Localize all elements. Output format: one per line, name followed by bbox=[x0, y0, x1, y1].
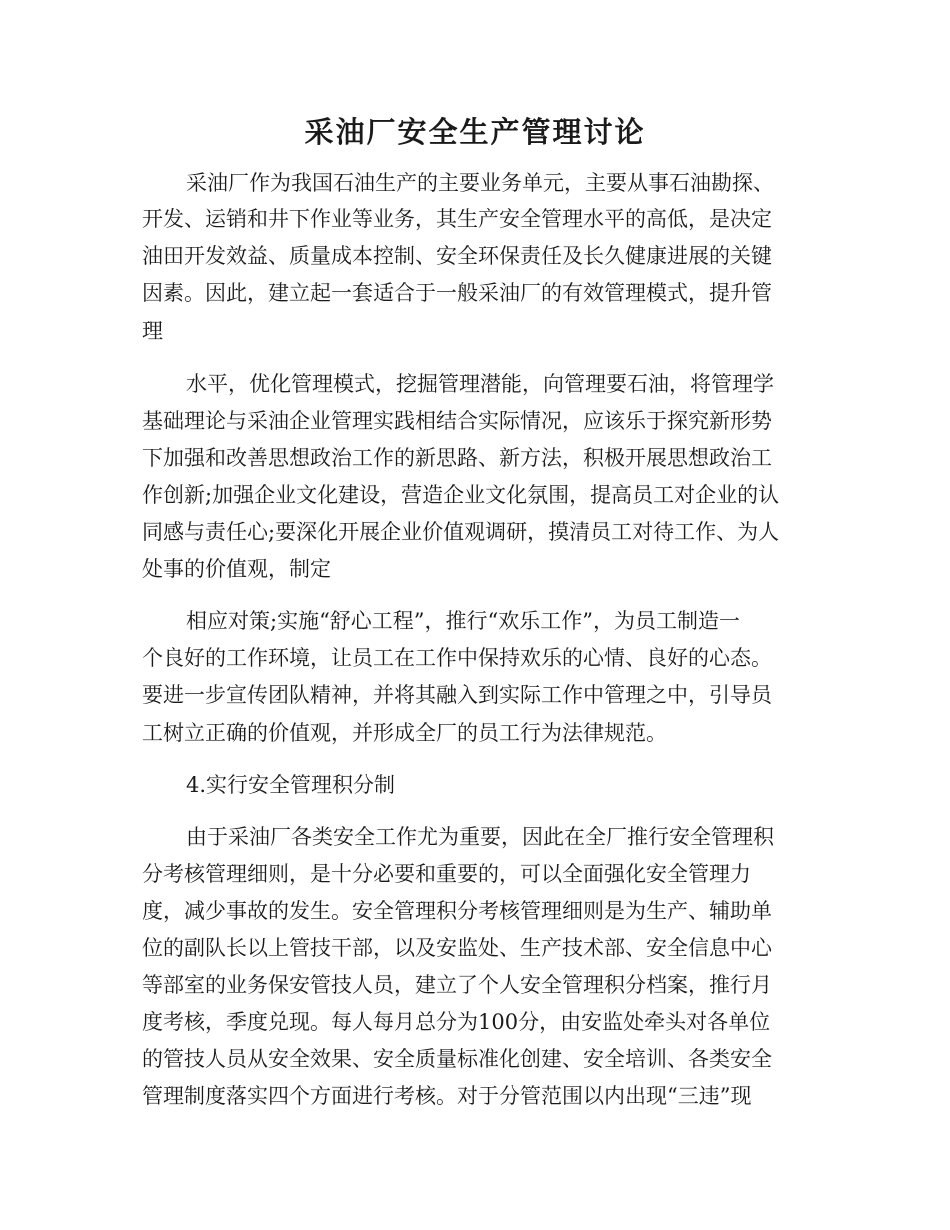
paragraph-3-line-1: 相应对策;实施“舒心工程”，推行“欢乐工作”，为员工制造一 bbox=[186, 609, 741, 633]
paragraph-5-line-7: 的管技人员从安全效果、安全质量标准化创建、安全培训、各类安全 bbox=[142, 1047, 772, 1071]
paragraph-5-line-5: 等部室的业务保安管技人员，建立了个人安全管理积分档案，推行月 bbox=[142, 973, 772, 997]
paragraph-3-line-3: 要进一步宣传团队精神，并将其融入到实际工作中管理之中，引导员 bbox=[142, 683, 772, 707]
page-title: 采油厂安全生产管理讨论 bbox=[304, 115, 646, 149]
paragraph-3-line-4: 工树立正确的价值观，并形成全厂的员工行为法律规范。 bbox=[142, 721, 667, 745]
paragraph-2-line-3: 下加强和改善思想政治工作的新思路、新方法，积极开展思想政治工 bbox=[142, 446, 772, 470]
paragraph-1-line-1: 采油厂作为我国石油生产的主要业务单元，主要从事石油勘探、 bbox=[186, 171, 774, 195]
paragraph-5-line-3: 度，减少事故的发生。安全管理积分考核管理细则是为生产、辅助单 bbox=[142, 899, 772, 923]
paragraph-2-line-2: 基础理论与采油企业管理实践相结合实际情况，应该乐于探究新形势 bbox=[142, 409, 772, 433]
paragraph-1-line-2: 开发、运销和井下作业等业务，其生产安全管理水平的高低，是决定 bbox=[142, 207, 772, 231]
paragraph-5-line-1: 由于采油厂各类安全工作尤为重要，因此在全厂推行安全管理积 bbox=[186, 825, 774, 849]
paragraph-5-line-8: 管理制度落实四个方面进行考核。对于分管范围以内出现“三违”现 bbox=[142, 1084, 752, 1108]
paragraph-1-line-5: 理 bbox=[142, 319, 163, 343]
paragraph-2-line-5: 同感与责任心;要深化开展企业价值观调研，摸清员工对待工作、为人 bbox=[142, 520, 780, 544]
paragraph-2-line-4: 作创新;加强企业文化建设，营造企业文化氛围，提高员工对企业的认 bbox=[142, 483, 780, 507]
paragraph-5-line-2: 分考核管理细则，是十分必要和重要的，可以全面强化安全管理力 bbox=[142, 862, 751, 886]
paragraph-2-line-6: 处事的价值观，制定 bbox=[142, 557, 331, 581]
paragraph-5-line-4: 位的副队长以上管技干部，以及安监处、生产技术部、安全信息中心 bbox=[142, 936, 772, 960]
section-heading: 4.实行安全管理积分制 bbox=[186, 773, 396, 797]
paragraph-5-line-6: 度考核，季度兑现。每人每月总分为100分，由安监处牵头对各单位 bbox=[142, 1010, 771, 1034]
paragraph-2-line-1: 水平，优化管理模式，挖掘管理潜能，向管理要石油，将管理学 bbox=[186, 372, 774, 396]
paragraph-3-line-2: 个良好的工作环境，让员工在工作中保持欢乐的心情、良好的心态。 bbox=[142, 646, 772, 670]
paragraph-1-line-3: 油田开发效益、质量成本控制、安全环保责任及长久健康进展的关键 bbox=[142, 244, 772, 268]
paragraph-1-line-4: 因素。因此，建立起一套适合于一般采油厂的有效管理模式，提升管 bbox=[142, 281, 772, 305]
